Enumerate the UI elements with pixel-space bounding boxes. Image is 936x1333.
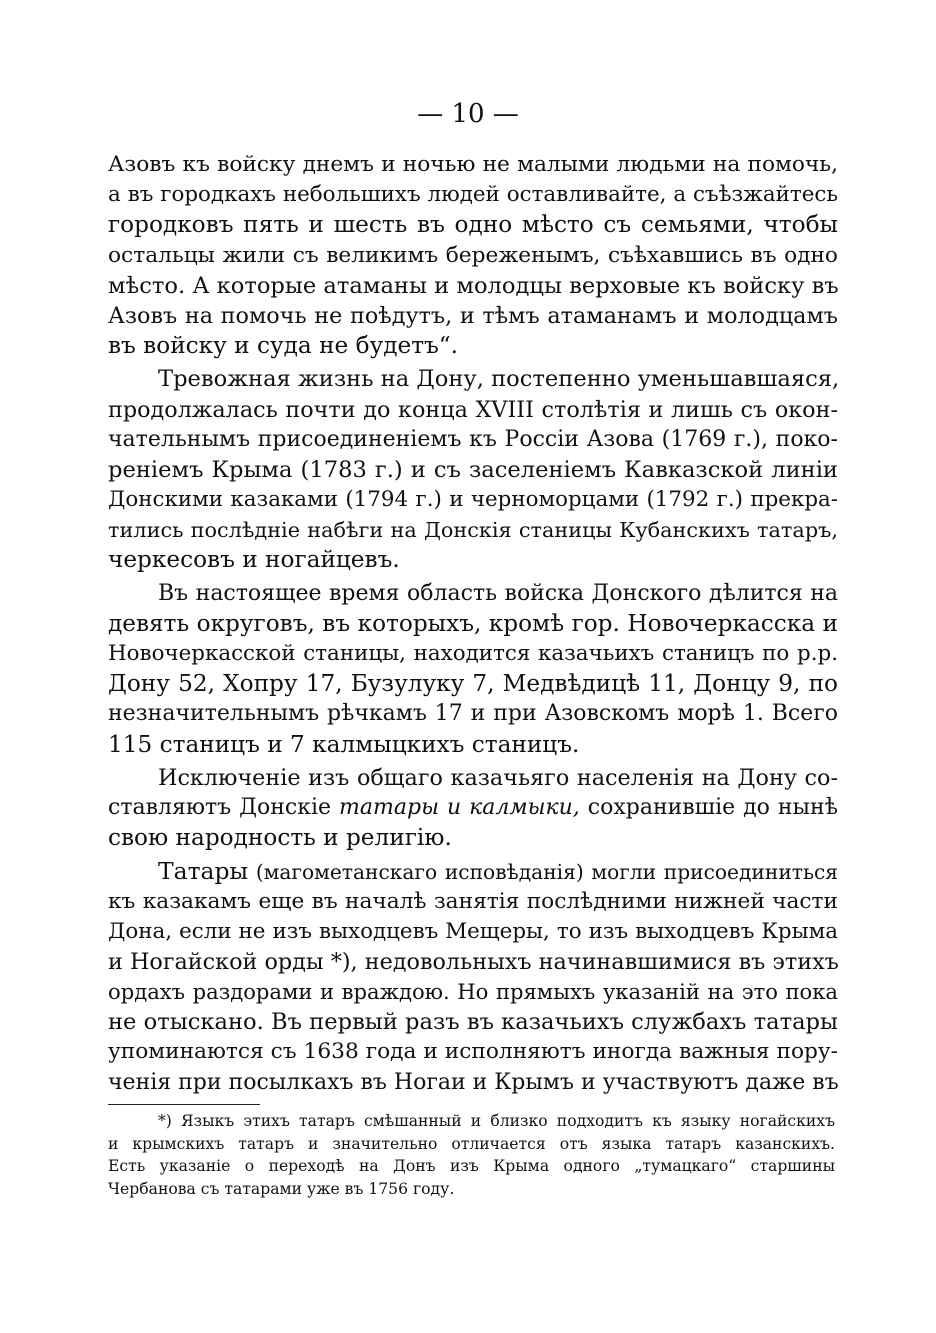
text-line: городковъ пять и шесть въ одно мѣсто съ семьями, чтобы <box>108 211 838 239</box>
text-line: Азовъ на помочь не поѣдутъ, и тѣмъ атаманамъ и молодцамъ <box>108 302 838 329</box>
text-line: 115 станицъ и 7 калмыцкихъ станицъ. <box>108 730 580 758</box>
text-span: ставляютъ Донскіе <box>108 794 340 820</box>
heading-word: Татары <box>158 857 249 886</box>
footnote-line: *) Языкъ этихъ татаръ смѣшанный и близко подходитъ къ языку ногайскихъ <box>158 1112 835 1130</box>
footnote-line: Есть указаніе о переходѣ на Донъ изъ Крыма одного „тумацкаго“ старшины <box>108 1157 835 1175</box>
text-line: черкесовъ и ногайцевъ. <box>108 546 400 574</box>
text-span: (магометанскаго исповѣданія) могли присоединиться <box>248 860 838 885</box>
text-line: къ казакамъ еще въ началѣ занятія послѣдними нижней части <box>108 888 838 914</box>
text-line: Дону 52, Хопру 17, Бузулуку 7, Медвѣдицѣ 11, Донцу 9, по <box>108 670 838 698</box>
text-line: Азовъ къ войску днемъ и ночью не малыми людьми на помочь, <box>108 152 838 177</box>
text-span: сохранившіе до нынѣ <box>579 794 838 820</box>
text-line: Тревожная жизнь на Дону, постепенно уменьшавшаяся, <box>158 366 840 393</box>
text-line: реніемъ Крыма (1783 г.) и съ заселеніемъ Кавказской линіи <box>108 456 838 483</box>
text-line: а въ городкахъ небольшихъ людей оставливайте, а съѣзжайтесь <box>108 182 838 208</box>
text-line <box>108 793 838 823</box>
text-line: не отыскано. Въ первый разъ въ казачьихъ службахъ татары <box>108 1009 838 1036</box>
text-line: ордахъ раздорами и враждою. Но прямыхъ указаній на это пока <box>108 979 838 1005</box>
text-line: мѣсто. А которые атаманы и молодцы верховые къ войску въ <box>108 272 839 299</box>
text-line: ченія при посылкахъ въ Ногаи и Крымъ и участвуютъ даже въ <box>108 1069 839 1095</box>
paragraph-quote-end <box>108 150 838 361</box>
paragraph-exception <box>108 763 838 854</box>
footnote-line: и крымскихъ татаръ и значительно отличается отъ языка татаръ казанскихъ. <box>108 1134 835 1153</box>
text-line: девять округовъ, въ которыхъ, кромѣ гор. Новочеркасска и <box>108 609 838 637</box>
text-line: свою народность и религію. <box>108 824 452 852</box>
paragraph-troubled-life <box>108 364 838 575</box>
paragraph-present-time <box>108 579 838 760</box>
footnote-line: Чербанова съ татарами уже въ 1756 году. <box>108 1179 455 1198</box>
paragraph-tatars <box>108 856 838 1098</box>
text-line: продолжалась почти до конца XVIII столѣтія и лишь съ окон- <box>108 396 838 423</box>
text-line: Новочеркасской станицы, находится казачьихъ станицъ по р.р. <box>108 641 838 666</box>
text-line: и Ногайской орды *), недовольныхъ начинавшимися въ этихъ <box>108 948 839 975</box>
body-text <box>108 150 838 1098</box>
text-line: остальцы жили съ великимъ береженымъ, съѣхавшись въ одно <box>108 242 838 268</box>
text-line: чательнымъ присоединеніемъ къ Россіи Азова (1769 г.), поко- <box>108 426 838 452</box>
italic-emphasis: татары и калмыки, <box>339 794 580 820</box>
text-line: въ войску и суда не будетъ“. <box>108 332 459 360</box>
text-line: незначительнымъ рѣчкамъ 17 и при Азовскомъ морѣ 1. Всего <box>108 701 838 727</box>
text-line: Исключеніе изъ общаго казачьяго населенія на Дону со- <box>158 764 838 791</box>
text-line <box>108 856 838 886</box>
text-line: Въ настоящее время область войска Донского дѣлится на <box>158 580 838 606</box>
page-number: — 10 — <box>417 99 519 129</box>
footnote-divider <box>108 1104 260 1105</box>
text-line: Дона, если не изъ выходцевъ Мещеры, то изъ выходцевъ Крыма <box>108 918 838 944</box>
text-line: Донскими казаками (1794 г.) и черноморцами (1792 г.) прекра- <box>108 487 838 513</box>
text-line: тились послѣдніе набѣги на Донскія станицы Кубанскихъ татаръ, <box>108 518 838 543</box>
text-line: упоминаются съ 1638 года и исполняютъ иногда важныя пору- <box>108 1039 838 1065</box>
footnote <box>108 1110 835 1200</box>
